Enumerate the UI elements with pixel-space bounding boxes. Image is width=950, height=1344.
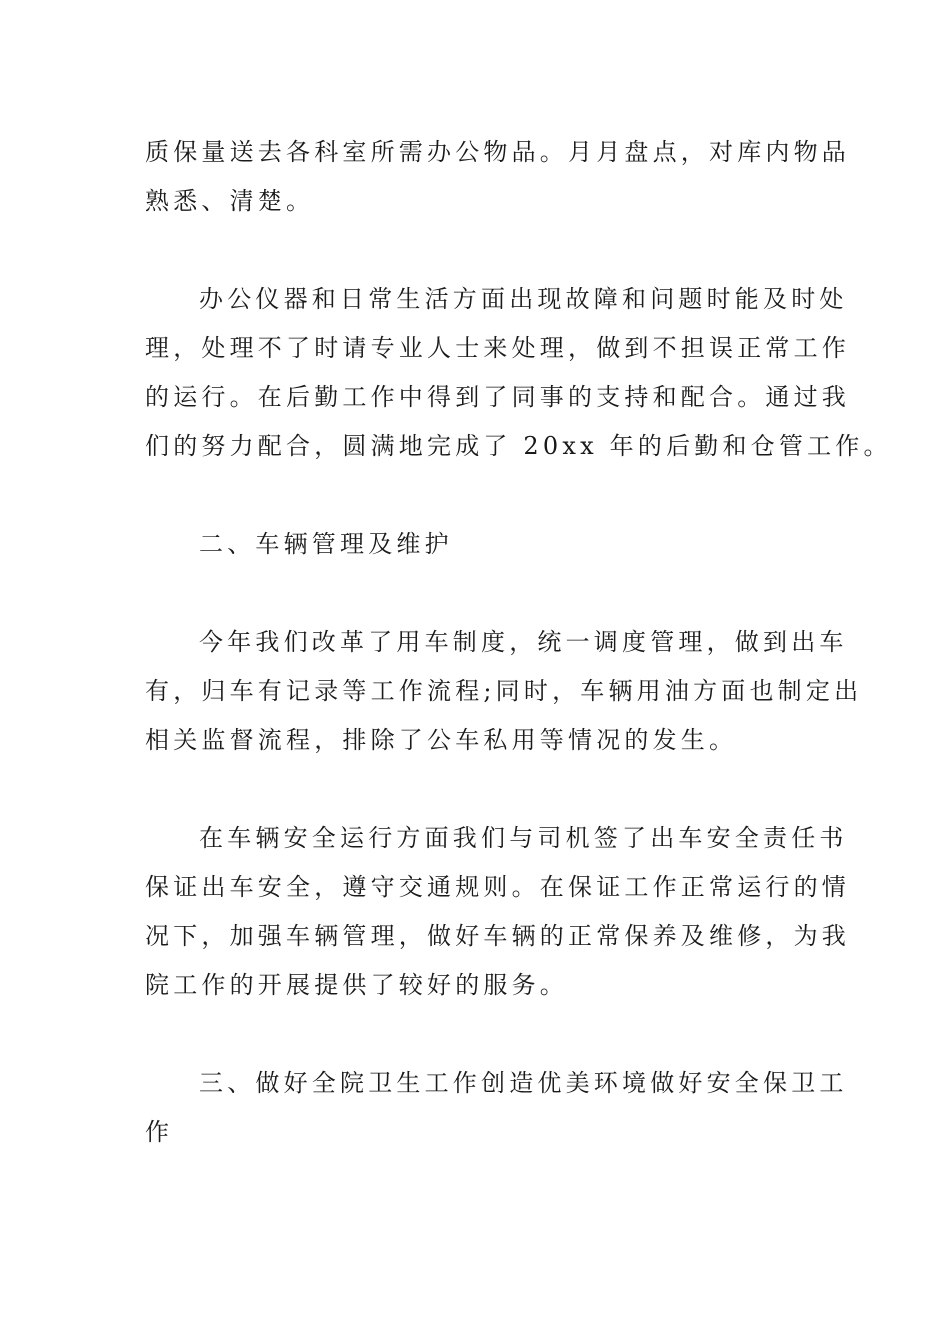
text-line: 今年我们改革了用车制度，统一调度管理，做到出车 [199,628,848,656]
text-line: 质保量送去各科室所需办公物品。月月盘点，对库内物品 [145,138,850,166]
paragraph-office-supplies [145,128,850,226]
section-heading-sanitation-security [145,1059,848,1157]
heading-line: 作 [145,1118,174,1146]
paragraph-spacer [145,226,807,275]
text-line: 院工作的开展提供了较好的服务。 [145,971,568,999]
paragraph-vehicle-safety [145,814,850,1010]
paragraph-spacer [145,471,807,520]
paragraph-spacer [145,569,807,618]
section-heading-vehicle-management [145,520,807,569]
text-line: 在车辆安全运行方面我们与司机签了出车安全责任书 [199,824,848,852]
paragraph-spacer [145,1010,807,1059]
text-line: 们的努力配合，圆满地完成了 20xx 年的后勤和仓管工作。 [145,432,892,460]
text-line: 有，归车有记录等工作流程;同时，车辆用油方面也制定出 [145,677,863,705]
heading-line: 三、做好全院卫生工作创造优美环境做好安全保卫工 [199,1069,848,1097]
text-line: 相关监督流程，排除了公车私用等情况的发生。 [145,726,738,754]
text-line: 办公仪器和日常生活方面出现故障和问题时能及时处 [199,285,848,313]
paragraph-spacer [145,765,807,814]
text-line: 况下，加强车辆管理，做好车辆的正常保养及维修，为我 [145,922,850,950]
heading-line: 二、车辆管理及维护 [199,530,453,558]
text-line: 的运行。在后勤工作中得到了同事的支持和配合。通过我 [145,383,850,411]
document-page [145,128,892,1157]
text-line: 理，处理不了时请专业人士来处理，做到不担误正常工作 [145,334,850,362]
paragraph-equipment-repair [145,275,892,471]
text-line: 熟悉、清楚。 [145,187,315,215]
text-line: 保证出车安全，遵守交通规则。在保证工作正常运行的情 [145,873,850,901]
paragraph-vehicle-policy [145,618,863,765]
